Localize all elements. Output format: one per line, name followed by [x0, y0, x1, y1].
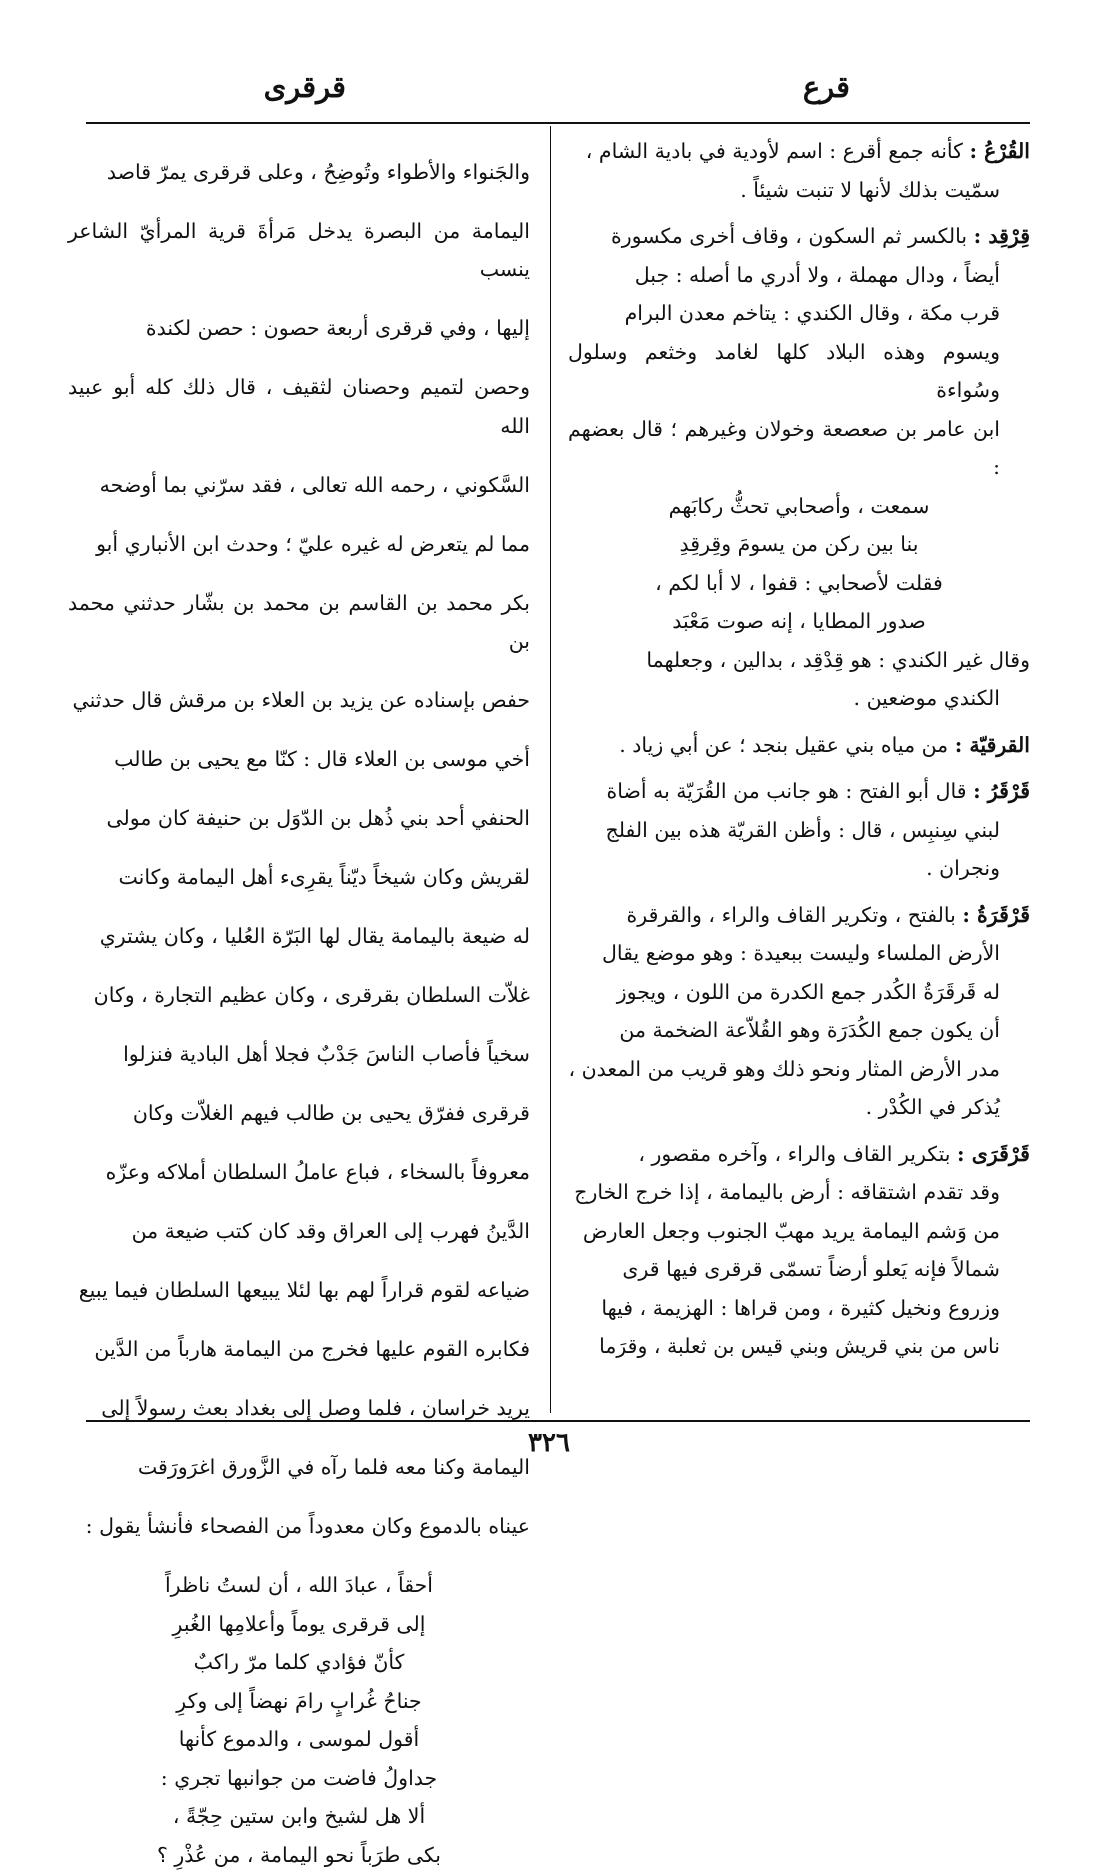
- entry-text: سمّيت بذلك لأنها لا تنبت شيئاً .: [568, 171, 1030, 210]
- body-line: فكابره القوم عليها فخرج من اليمامة هارباً من الدَّين: [68, 1330, 530, 1369]
- entry-text: قال أبو الفتح : هو جانب من القُرَيّة به أضاة: [606, 779, 966, 803]
- headword: القُرْعُ :: [969, 139, 1030, 163]
- entry-text: بتكرير القاف والراء ، وآخره مقصور ،: [638, 1142, 950, 1166]
- body-line: قرقرى ففرّق يحيى بن طالب فيهم الغلاّت وكان: [68, 1094, 530, 1133]
- right-column: [568, 132, 1030, 1374]
- body-line: يريد خراسان ، فلما وصل إلى بغداد بعث رسولاً إلى: [68, 1389, 530, 1428]
- body-line: اليمامة من البصرة يدخل مَرأةَ قرية المرأيّ الشاعر ينسب: [68, 212, 530, 289]
- entry-text: ناس من بني قريش وبني قيس بن ثعلبة ، وقرَما: [568, 1327, 1030, 1366]
- entry-text: ونجران .: [568, 849, 1030, 888]
- verse-line: كأنّ فؤادي كلما مرّ راكبٌ: [68, 1643, 530, 1682]
- entry-text: وقد تقدم اشتقاقه : أرض باليمامة ، إذا خرج الخارج: [568, 1173, 1030, 1212]
- entry-text: من وَشم اليمامة يريد مهبّ الجنوب وجعل العارض: [568, 1212, 1030, 1251]
- entry-text: شمالاً فإنه يَعلو أرضاً تسمّى قرقرى فيها قرى: [568, 1250, 1030, 1289]
- verse-line: جداولُ فاضت من جوانبها تجري :: [68, 1759, 530, 1798]
- entry-text: الأرض الملساء وليست ببعيدة : وهو موضع يقال: [568, 934, 1030, 973]
- entry-text: يُذكر في الكُدْر .: [568, 1088, 1030, 1127]
- entry-text: ابن عامر بن صعصعة وخولان وغيرهم ؛ قال بعضهم :: [568, 410, 1030, 487]
- bottom-rule: [86, 1420, 1030, 1422]
- entry-text: أن يكون جمع الكُدَرَة وهو القُلاّعة الضخمة من: [568, 1011, 1030, 1050]
- entry-text: وزروع ونخيل كثيرة ، ومن قراها : الهزيمة ، فيها: [568, 1289, 1030, 1328]
- entry-text: وقال غير الكندي : هو قِدْقِد ، بدالين ، وجعلهما: [568, 641, 1030, 680]
- headword: قَرْقَرَى :: [957, 1142, 1030, 1166]
- body-line: السَّكوني ، رحمه الله تعالى ، فقد سرّني بما أوضحه: [68, 466, 530, 505]
- entry-qarqara-maqsura: [568, 1135, 1030, 1366]
- body-line: والجَنواء والأطواء وتُوضِحُ ، وعلى قرقرى يمرّ قاصد: [68, 153, 530, 192]
- entry-text: قرب مكة ، وقال الكندي : يتاخم معدن البرام: [568, 294, 1030, 333]
- body-line: الدَّينُ فهرب إلى العراق وقد كان كتب ضيعة من: [68, 1212, 530, 1251]
- body-line: الحنفي أحد بني ذُهل بن الدّوَل بن حنيفة كان مولى: [68, 799, 530, 838]
- running-header-right: قرع: [803, 70, 850, 104]
- entry-qur: [568, 132, 1030, 209]
- verse-line: أقول لموسى ، والدموع كأنها: [68, 1720, 530, 1759]
- verse-line: أحقاً ، عبادَ الله ، أن لستُ ناظراً: [68, 1566, 530, 1605]
- body-line: بكر محمد بن القاسم بن محمد بن بشّار حدثني محمد بن: [68, 584, 530, 661]
- entry-qarqiyya: [568, 726, 1030, 765]
- left-column: [68, 132, 530, 1874]
- body-line: لقريش وكان شيخاً ديّناً يقرِىء أهل اليمامة وكانت: [68, 858, 530, 897]
- body-line: حفص بإسناده عن يزيد بن العلاء بن مرقش قال حدثني: [68, 681, 530, 720]
- entry-text: من مياه بني عقيل بنجد ؛ عن أبي زياد .: [619, 733, 948, 757]
- verse-line: ألا هل لشيخ وابن ستين حِجّةً ،: [68, 1797, 530, 1836]
- running-header-left: قرقرى: [264, 70, 346, 104]
- headword: قِرْقِد :: [974, 224, 1030, 248]
- body-line: ضياعه لقوم قراراً لهم بها لئلا يبيعها السلطان فيما يبيع: [68, 1271, 530, 1310]
- headword: قَرْقَرُ :: [973, 779, 1030, 803]
- body-line: وحصن لتميم وحصنان لثقيف ، قال ذلك كله أبو عبيد الله: [68, 368, 530, 445]
- entry-text: لبني سِنبِس ، قال : وأظن القريّة هذه بين الفلج: [568, 811, 1030, 850]
- entry-text: أيضاً ، ودال مهملة ، ولا أدري ما أصله : جبل: [568, 256, 1030, 295]
- verse-line: سمعت ، وأصحابي تحثُّ ركابَهم: [568, 487, 1030, 526]
- verse-line: جناحُ غُرابٍ رامَ نهضاً إلى وكرِ: [68, 1682, 530, 1721]
- entry-qarqara: [568, 896, 1030, 1127]
- verse-line: بكى طرَباً نحو اليمامة ، من عُذْرِ ؟: [68, 1836, 530, 1874]
- entry-text: كأنه جمع أقرع : اسم لأودية في بادية الشام ،: [586, 139, 963, 163]
- body-line: إليها ، وفي قرقرى أربعة حصون : حصن لكندة: [68, 309, 530, 348]
- verse-line: فقلت لأصحابي : قفوا ، لا أبا لكم ،: [568, 564, 1030, 603]
- entry-text: بالكسر ثم السكون ، وقاف أخرى مكسورة: [611, 224, 967, 248]
- headword: قَرْقَرَةُ :: [962, 903, 1030, 927]
- body-line: غلاّت السلطان بقرقرى ، وكان عظيم التجارة ، وكان: [68, 976, 530, 1015]
- entry-text: مدر الأرض المثار ونحو ذلك وهو قريب من المعدن ،: [568, 1050, 1030, 1089]
- verse-line: إلى قرقرى يوماً وأعلامِها الغُبرِ: [68, 1605, 530, 1644]
- body-line: عيناه بالدموع وكان معدوداً من الفصحاء فأنشأ يقول :: [68, 1507, 530, 1546]
- body-line: مما لم يتعرض له غيره عليّ ؛ وحدث ابن الأنباري أبو: [68, 525, 530, 564]
- body-line: معروفاً بالسخاء ، فباع عاملُ السلطان أملاكه وعزّه: [68, 1153, 530, 1192]
- entry-text: بالفتح ، وتكرير القاف والراء ، والقرقرة: [627, 903, 956, 927]
- body-line: اليمامة وكنا معه فلما رآه في الزَّورق اغرَورَقت: [68, 1448, 530, 1487]
- column-divider: [550, 126, 551, 1413]
- verse-line: صدور المطايا ، إنه صوت مَعْبَد: [568, 602, 1030, 641]
- page-number: ٣٢٦: [0, 1428, 1098, 1458]
- verse-line: بنا بين ركن من يسومَ وقِرقِدِ: [568, 525, 1030, 564]
- entry-text: له قَرقَرَةُ الكُدر جمع الكدرة من اللون ، ويجوز: [568, 973, 1030, 1012]
- body-line: له ضيعة باليمامة يقال لها البَرّة العُليا ، وكان يشتري: [68, 917, 530, 956]
- entry-qarqar: [568, 772, 1030, 888]
- entry-text: ويسوم وهذه البلاد كلها لغامد وخثعم وسلول وسُواءة: [568, 333, 1030, 410]
- body-line: أخي موسى بن العلاء قال : كنّا مع يحيى بن طالب: [68, 740, 530, 779]
- entry-qirqid: [568, 217, 1030, 718]
- entry-text: الكندي موضعين .: [568, 679, 1030, 718]
- top-rule: [86, 122, 1030, 124]
- headword: القرقيّة :: [955, 733, 1030, 757]
- body-line: سخياً فأصاب الناسَ جَدْبٌ فجلا أهل البادية فنزلوا: [68, 1035, 530, 1074]
